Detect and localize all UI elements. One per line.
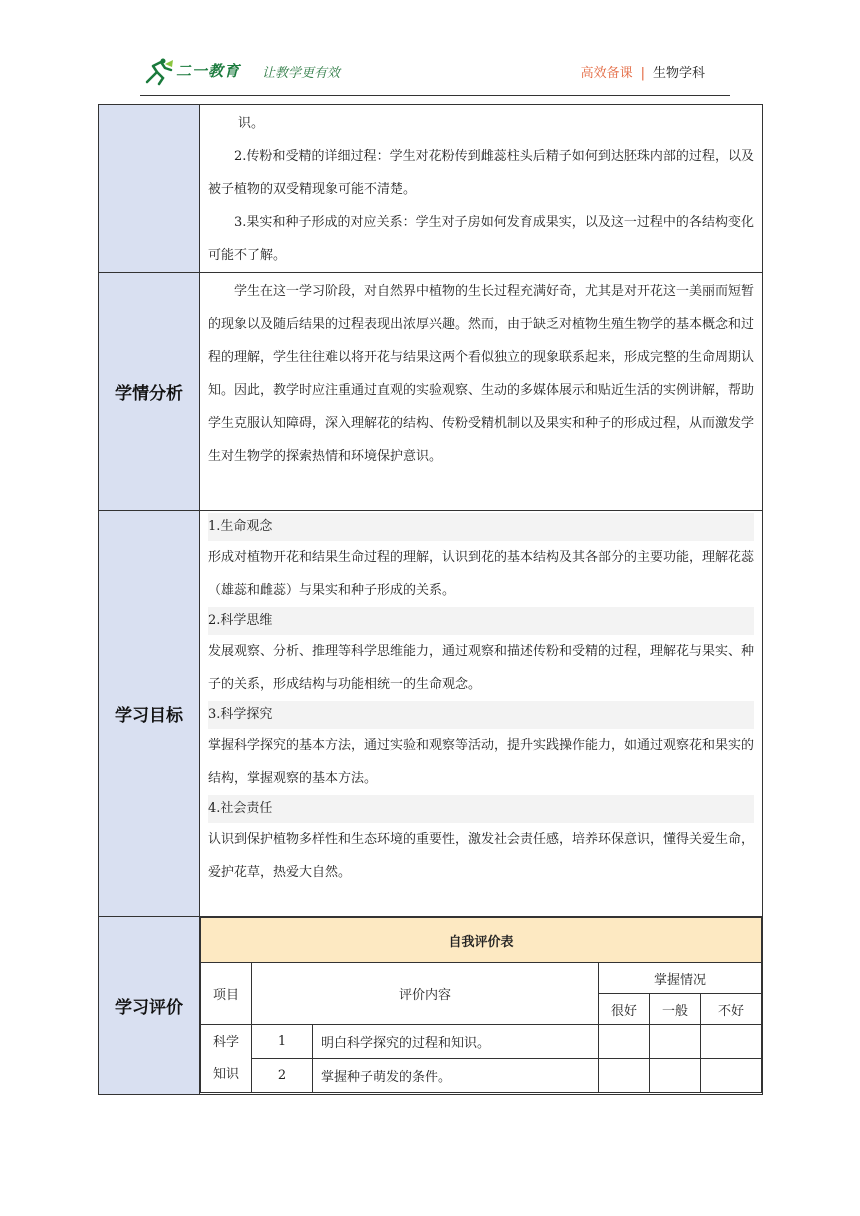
empty-label-cell — [99, 105, 200, 273]
objective-title: 2.科学思维 — [208, 607, 754, 635]
table-row — [201, 1059, 762, 1093]
column-header-item: 项目 — [201, 963, 252, 1025]
analysis-text: 学生在这一学习阶段，对自然界中植物的生长过程充满好奇，尤其是对开花这一美丽而短暂的现象以及随后结果的过程表现出浓厚兴趣。然而，由于缺乏对植物生殖生物学的基本概念和过程的理解，学生往往难以将开花与结果这两个看似独立的现象联系起来，形成完整的生命周期认知。因此，教学时应注重通过直观的实验观察、生动的多媒体展示和贴近生活的实例讲解，帮助学生克服认知障碍，深入理解花的结构、传粉受精机制以及果实和种子的形成过程，从而激发学生对生物学的探索热情和环境保护意识。 — [208, 284, 755, 464]
text-line: 识。 — [238, 116, 265, 131]
evaluation-cell — [200, 917, 763, 1095]
level-average: 一般 — [650, 994, 701, 1025]
section-label: 学情分析 — [99, 273, 200, 511]
subject-label: 生物学科 — [652, 66, 705, 81]
rating-checkbox-cell[interactable] — [650, 1059, 701, 1093]
difficulty-content — [200, 105, 763, 273]
course-label: 高效备课 — [580, 66, 633, 81]
slogan: 让教学更有效 — [262, 66, 341, 81]
objective-title: 1.生命观念 — [208, 513, 754, 541]
row-content: 明白科学探究的过程和知识。 — [313, 1025, 599, 1059]
objectives-row — [99, 511, 763, 917]
header-divider — [140, 95, 730, 96]
row-number: 1 — [252, 1025, 313, 1059]
category-label: 知识 — [212, 1066, 239, 1082]
lesson-plan-table — [98, 104, 763, 1095]
header-course-info — [581, 62, 705, 81]
rating-checkbox-cell[interactable] — [650, 1025, 701, 1059]
objective-text: 形成对植物开花和结果生命过程的理解，认识到花的基本结构及其各部分的主要功能，理解花蕊（雄蕊和雌蕊）与果实和种子形成的关系。 — [208, 550, 755, 598]
objectives-content — [200, 511, 763, 917]
rating-checkbox-cell[interactable] — [701, 1025, 762, 1059]
table-row — [201, 1025, 762, 1059]
objective-title: 4.社会责任 — [208, 795, 754, 823]
logo-text: 二一教育 — [176, 62, 241, 80]
objective-text: 掌握科学探究的基本方法，通过实验和观察等活动，提升实践操作能力，如通过观察花和果实的结构，掌握观察的基本方法。 — [208, 738, 755, 786]
difficulty-row — [99, 105, 763, 273]
row-content: 掌握种子萌发的条件。 — [313, 1059, 599, 1093]
level-very-good: 很好 — [599, 994, 650, 1025]
rating-checkbox-cell[interactable] — [599, 1025, 650, 1059]
rating-checkbox-cell[interactable] — [599, 1059, 650, 1093]
category-label: 科学 — [212, 1034, 239, 1050]
text-paragraph: 2.传粉和受精的详细过程：学生对花粉传到雌蕊柱头后精子如何到达胚珠内部的过程，以及被子植物的双受精现象可能不清楚。 — [208, 149, 754, 197]
header-separator: | — [640, 66, 645, 81]
self-evaluation-table — [200, 917, 762, 1093]
objective-text: 认识到保护植物多样性和生态环境的重要性，激发社会责任感，培养环保意识，懂得关爱生命，爱护花草，热爱大自然。 — [208, 832, 755, 880]
objective-text: 发展观察、分析、推理等科学思维能力，通过观察和描述传粉和受精的过程，理解花与果实、种子的关系，形成结构与功能相统一的生命观念。 — [208, 644, 755, 692]
column-header-content: 评价内容 — [252, 963, 599, 1025]
evaluation-row — [99, 917, 763, 1095]
level-poor: 不好 — [701, 994, 762, 1025]
category-cell — [201, 1025, 252, 1093]
section-label: 学习评价 — [99, 917, 200, 1095]
evaluation-title: 自我评价表 — [201, 918, 762, 963]
objective-title: 3.科学探究 — [208, 701, 754, 729]
text-paragraph: 3.果实和种子形成的对应关系：学生对子房如何发育成果实，以及这一过程中的各结构变化可能不了解。 — [208, 215, 754, 263]
rating-checkbox-cell[interactable] — [701, 1059, 762, 1093]
column-header-mastery: 掌握情况 — [599, 963, 762, 994]
section-label: 学习目标 — [99, 511, 200, 917]
row-number: 2 — [252, 1059, 313, 1093]
page-header — [0, 0, 860, 100]
analysis-row — [99, 273, 763, 511]
analysis-content — [200, 273, 763, 511]
